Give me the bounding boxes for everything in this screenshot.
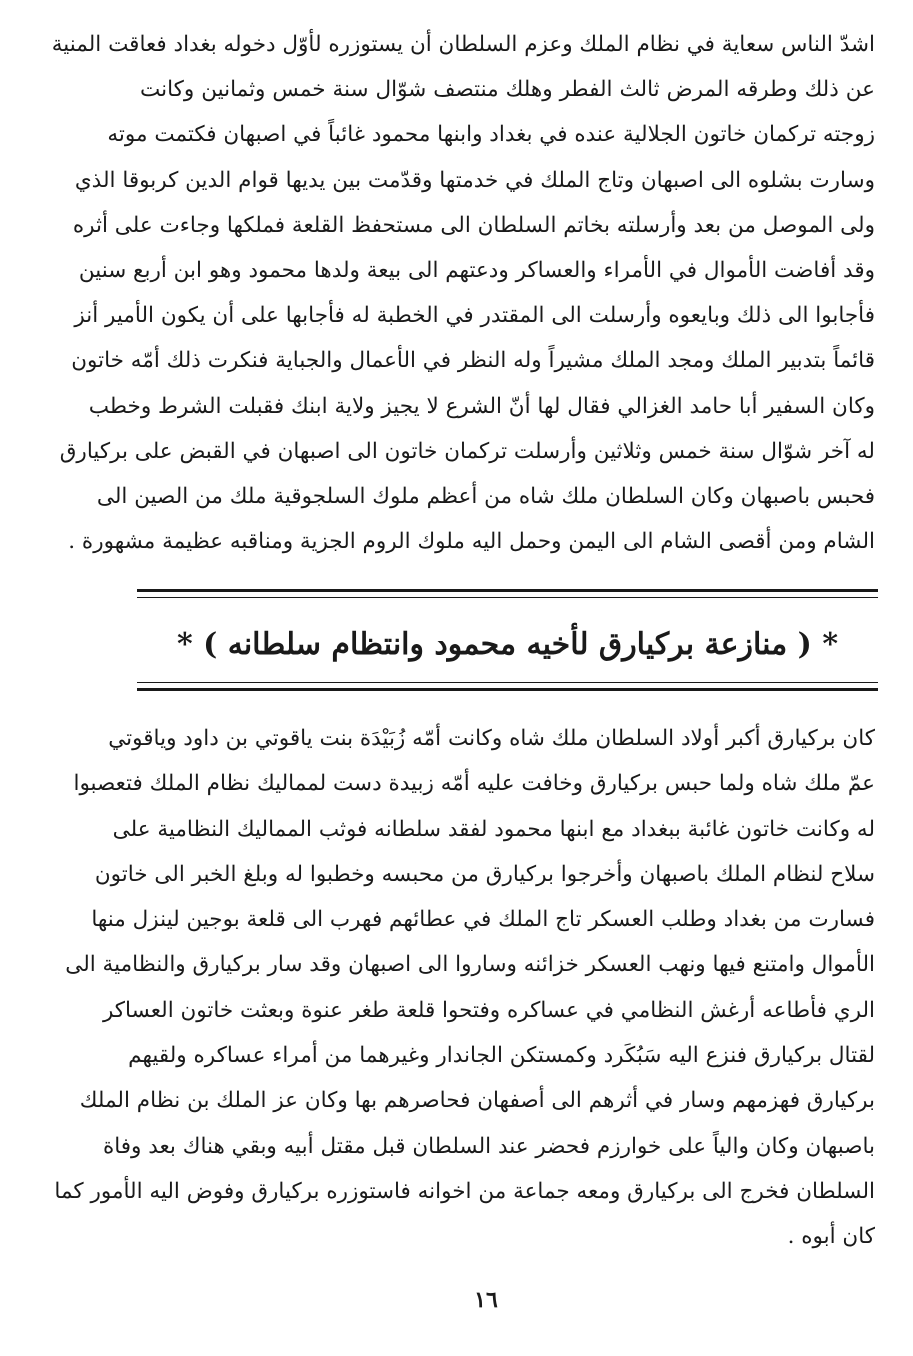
text-line: الري فأطاعه أرغش النظامي في عساكره وفتحوا قلعة طغر عنوة وبعثت خاتون العساكر <box>102 997 875 1023</box>
text-line: وقد أفاضت الأموال في الأمراء والعساكر ودعتهم الى بيعة ولدها محمود وهو ابن أربع سنين <box>78 257 875 283</box>
divider-rule-upper-thin <box>137 597 878 598</box>
text-line: زوجته تركمان خاتون الجلالية عنده في بغداد وابنها محمود غائباً في اصبهان فكتمت موته <box>107 122 875 148</box>
text-line: عن ذلك وطرقه المرض ثالث الفطر وهلك منتصف شوّال سنة خمس وثمانين وكانت <box>140 77 875 103</box>
text-line: فحبس باصبهان وكان السلطان ملك شاه من أعظم ملوك السلجوقية ملك من الصين الى <box>96 483 875 509</box>
text-line: فسارت من بغداد وطلب العسكر تاج الملك في عطائهم فهرب الى قلعة بوجين لينزل منها <box>91 907 875 933</box>
section-heading: * ( منازعة بركيارق لأخيه محمود وانتظام سلطانه ) * <box>176 627 839 662</box>
divider-rule-lower-thick <box>137 688 878 691</box>
text-line: بركيارق فهزمهم وسار في أثرهم الى أصفهان فحاصرهم بها وكان عز الملك بن نظام الملك <box>79 1088 875 1114</box>
text-line: الشام ومن أقصى الشام الى اليمن وحمل اليه ملوك الروم الجزية ومناقبه عظيمة مشهورة . <box>68 529 875 555</box>
text-line: له آخر شوّال سنة خمس وثلاثين وأرسلت تركمان خاتون الى اصبهان في القبض على بركيارق <box>59 438 875 464</box>
page-number: ١٦ <box>474 1287 498 1313</box>
text-line: سلاح لنظام الملك باصبهان وأخرجوا بركيارق من محبسه وخطبوا له وبلغ الخبر الى خاتون <box>94 861 875 887</box>
text-line: اشدّ الناس سعاية في نظام الملك وعزم السلطان أن يستوزره لأوّل دخوله بغداد فعاقت المنية <box>51 32 875 57</box>
divider-rule-lower-thin <box>137 682 878 683</box>
text-line: له وكانت خاتون غائبة ببغداد مع ابنها محمود لفقد سلطانه فوثب المماليك النظامية على <box>112 816 875 842</box>
text-line: باصبهان وكان والياً على خوارزم فحضر عند السلطان قبل مقتل أبيه وبقي هناك بعد وفاة <box>102 1133 875 1159</box>
text-line: وسارت بشلوه الى اصبهان وتاج الملك في خدمتها وقدّمت بين يديها قوام الدين كربوقا الذي <box>74 167 875 193</box>
top-paragraph <box>51 22 875 564</box>
text-line: كان أبوه . <box>787 1224 875 1250</box>
text-line: وكان السفير أبا حامد الغزالي فقال لها أنّ الشرع لا يجيز ولاية ابنك فقبلت الشرط وخطب <box>88 393 875 419</box>
text-line: السلطان فخرج الى بركيارق ومعه جماعة من اخوانه فاستوزره بركيارق وفوض اليه الأمور كما <box>54 1178 875 1204</box>
bottom-paragraph <box>54 716 875 1260</box>
text-line: عمّ ملك شاه ولما حبس بركيارق وخافت عليه أمّه زبيدة دست لمماليك نظام الملك فتعصبوا <box>73 771 875 797</box>
text-line: فأجابوا الى ذلك وبايعوه وأرسلت الى المقتدر في الخطبة له فأجابها على أن يكون الأمير أنز <box>74 303 875 329</box>
text-line: كان بركيارق أكبر أولاد السلطان ملك شاه وكانت أمّه زُبَيْدَة بنت ياقوتي بن داود وياقوتي <box>108 726 875 751</box>
divider-rule-upper-thick <box>137 589 878 592</box>
text-line: لقتال بركيارق فنزع اليه سَبُكَرد وكمستكن الجاندار وغيرهما من أمراء عساكره ولقيهم <box>128 1043 875 1069</box>
text-line: قائماً بتدبير الملك ومجد الملك مشيراً وله النظر في الأعمال والجباية فنكرت ذلك أمّه خاتون <box>71 348 875 374</box>
text-line: ولى الموصل من بعد وأرسلته بخاتم السلطان الى مستحفظ القلعة فملكها وجاءت على أثره <box>72 212 875 238</box>
text-line: الأموال وامتنع فيها ونهب العسكر خزائنه وساروا الى اصبهان وقد سار بركيارق والنظامية الى <box>65 952 875 978</box>
